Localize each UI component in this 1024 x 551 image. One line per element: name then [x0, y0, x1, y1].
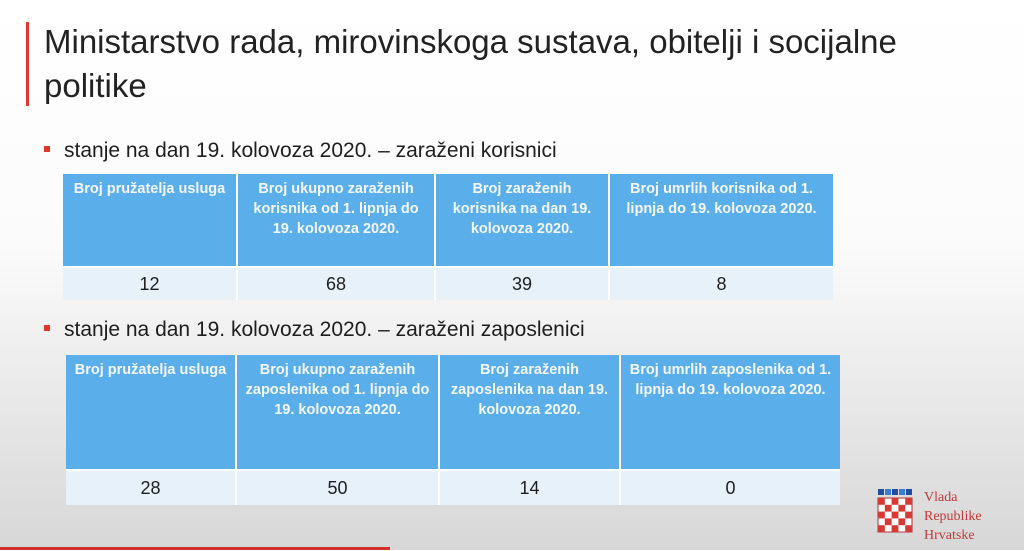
column-header: Broj ukupno zaraženih korisnika od 1. lipnja do 19. kolovoza 2020.: [237, 174, 435, 267]
government-logo: [872, 486, 1018, 546]
section2-heading-text: stanje na dan 19. kolovoza 2020. – zaraženi zaposlenici: [64, 318, 585, 341]
table-header-row: [63, 174, 833, 267]
table-cell: 50: [236, 470, 439, 505]
column-header: Broj umrlih korisnika od 1. lipnja do 19. kolovoza 2020.: [609, 174, 833, 267]
infected-users-table: [63, 174, 833, 300]
table-cell: 0: [620, 470, 840, 505]
logo-line: Vlada: [924, 490, 958, 505]
bullet-icon: [44, 146, 50, 152]
slide-title: Ministarstvo rada, mirovinskoga sustava, obitelji i socijalne politike: [44, 23, 897, 104]
bullet-icon: [44, 325, 50, 331]
table-cell: 39: [435, 267, 609, 300]
logo-text: [924, 488, 982, 545]
column-header: Broj ukupno zaraženih zaposlenika od 1. lipnja do 19. kolovoza 2020.: [236, 355, 439, 470]
column-header: Broj zaraženih zaposlenika na dan 19. kolovoza 2020.: [439, 355, 620, 470]
table-row: [63, 267, 833, 300]
table-row: [66, 470, 840, 505]
table-cell: 12: [63, 267, 237, 300]
table-cell: 14: [439, 470, 620, 505]
column-header: Broj umrlih zaposlenika od 1. lipnja do 19. kolovoza 2020.: [620, 355, 840, 470]
column-header: Broj zaraženih korisnika na dan 19. kolovoza 2020.: [435, 174, 609, 267]
section2-heading: [44, 318, 585, 342]
logo-line: Hrvatske: [924, 528, 975, 543]
table-cell: 68: [237, 267, 435, 300]
logo-line: Republike: [924, 509, 982, 524]
table-cell: 28: [66, 470, 236, 505]
column-header: Broj pružatelja usluga: [66, 355, 236, 470]
section1-heading: [44, 139, 557, 163]
table-header-row: [66, 355, 840, 470]
infected-employees-table: [66, 355, 840, 505]
table-cell: 8: [609, 267, 833, 300]
croatian-coat-of-arms-icon: [872, 486, 916, 546]
title-accent-bar: [26, 22, 29, 106]
section1-heading-text: stanje na dan 19. kolovoza 2020. – zaraženi korisnici: [64, 139, 557, 162]
column-header: Broj pružatelja usluga: [63, 174, 237, 267]
